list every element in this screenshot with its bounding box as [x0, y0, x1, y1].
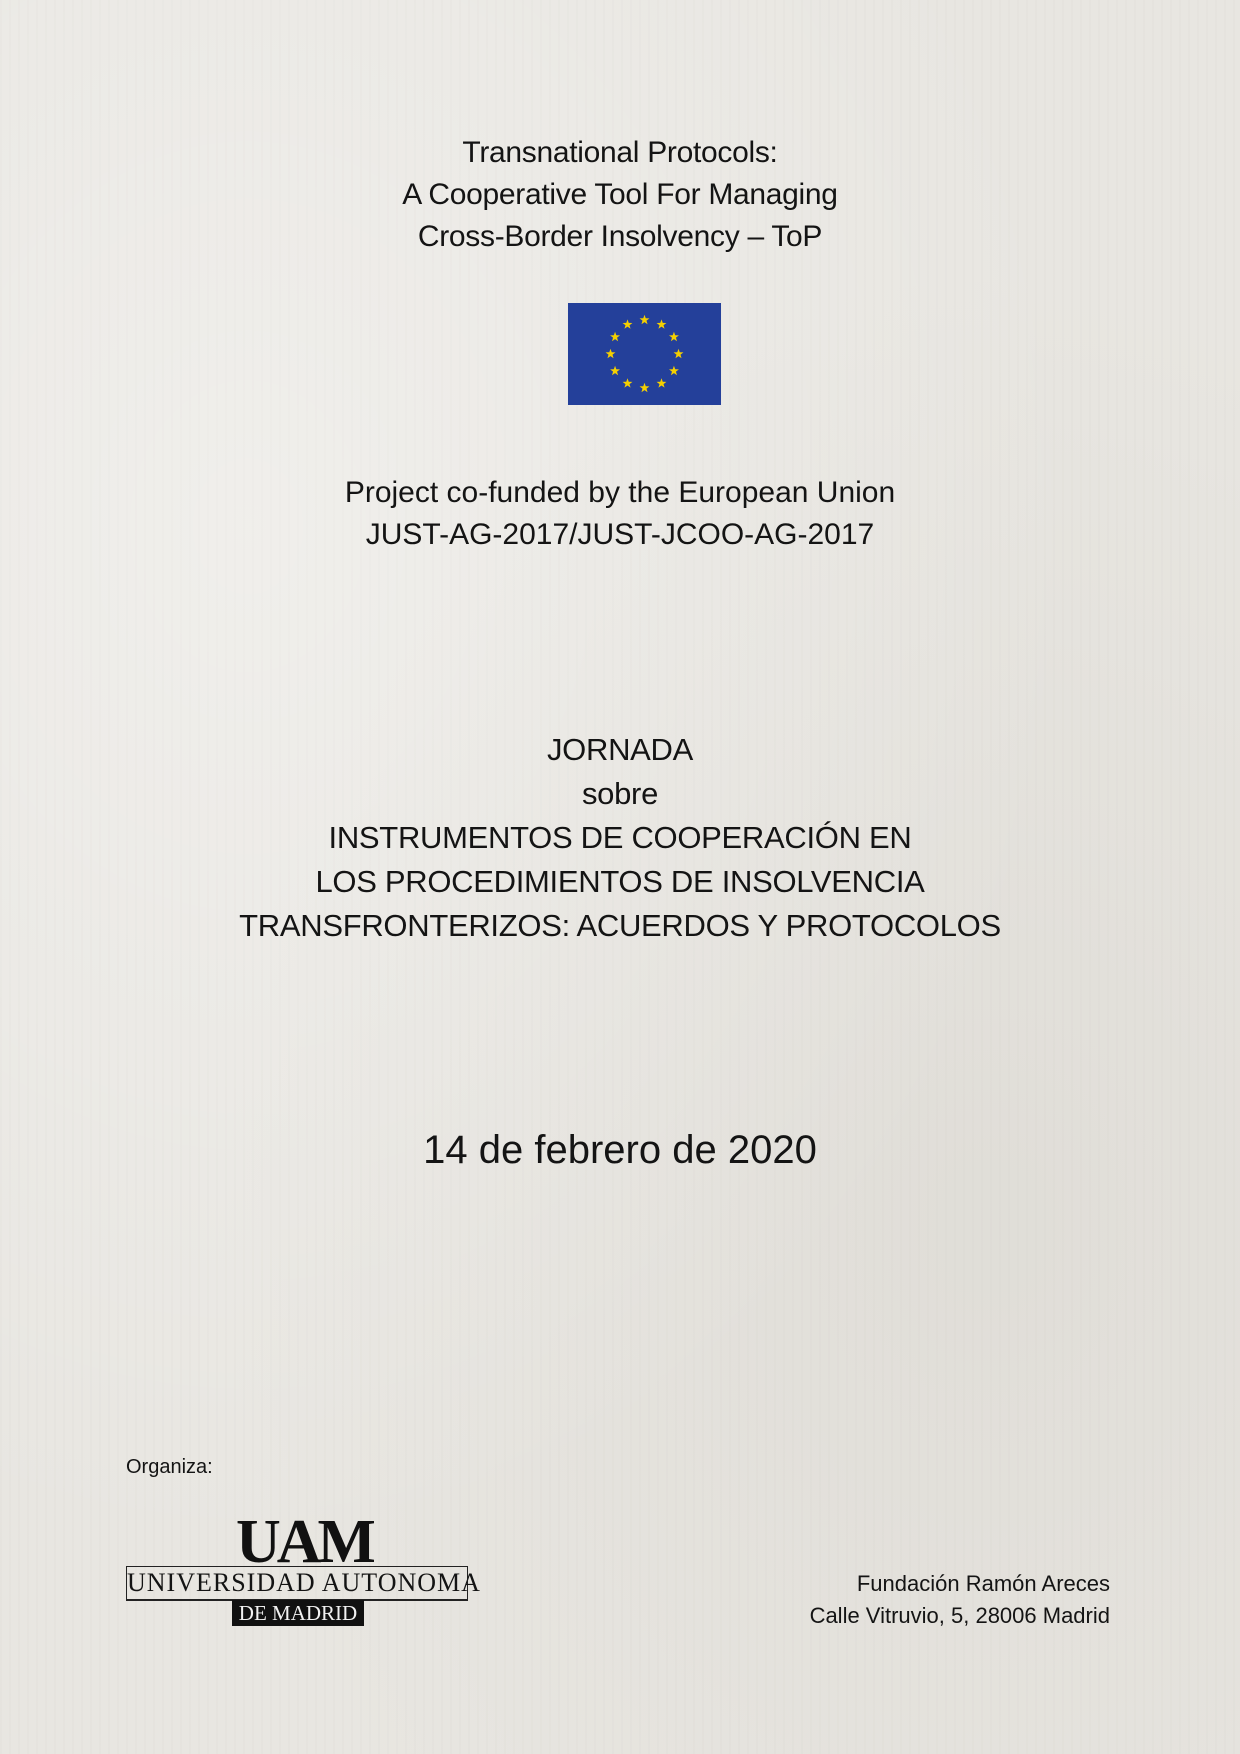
event-kind: JORNADA	[546, 732, 694, 767]
funding-line: Project co-funded by the European Union	[344, 476, 896, 509]
project-title-line: Transnational Protocols:	[462, 136, 778, 169]
star-icon	[669, 366, 679, 375]
funding-info	[0, 472, 1240, 556]
project-title-line: Cross-Border Insolvency – ToP	[417, 220, 823, 253]
uam-mark-icon	[234, 1508, 374, 1566]
project-title-line: A Cooperative Tool For Managing	[402, 178, 838, 211]
project-title	[0, 132, 1240, 258]
venue-address: Calle Vitruvio, 5, 28006 Madrid	[809, 1603, 1110, 1628]
event-topic-line: LOS PROCEDIMIENTOS DE INSOLVENCIA	[315, 864, 925, 899]
star-icon	[657, 378, 667, 387]
event-topic-line: TRANSFRONTERIZOS: ACUERDOS Y PROTOCOLOS	[239, 908, 1001, 943]
star-icon	[640, 383, 650, 392]
star-icon	[610, 366, 620, 375]
uam-city: DE MADRID	[232, 1600, 364, 1626]
event-topic-line: INSTRUMENTOS DE COOPERACIÓN EN	[328, 820, 912, 855]
eu-flag-icon	[568, 303, 721, 405]
uam-mark-text: UAM	[236, 1508, 373, 1566]
venue-name: Fundación Ramón Areces	[856, 1571, 1110, 1596]
star-icon	[674, 349, 684, 358]
star-icon	[640, 315, 650, 324]
event-date: 14 de febrero de 2020	[423, 1128, 817, 1172]
grant-code: JUST-AG-2017/JUST-JCOO-AG-2017	[365, 518, 875, 551]
organizer-label: Organiza:	[126, 1456, 213, 1478]
venue	[810, 1568, 1110, 1632]
star-icon	[657, 319, 667, 328]
eu-flag-stars	[568, 303, 721, 405]
star-icon	[623, 378, 633, 387]
uam-name: UNIVERSIDAD AUTONOMA	[126, 1566, 468, 1601]
event-heading	[0, 728, 1240, 948]
star-icon	[610, 332, 620, 341]
event-connector: sobre	[581, 776, 659, 811]
star-icon	[606, 349, 616, 358]
star-icon	[669, 332, 679, 341]
uam-logo	[126, 1506, 481, 1626]
star-icon	[623, 319, 633, 328]
